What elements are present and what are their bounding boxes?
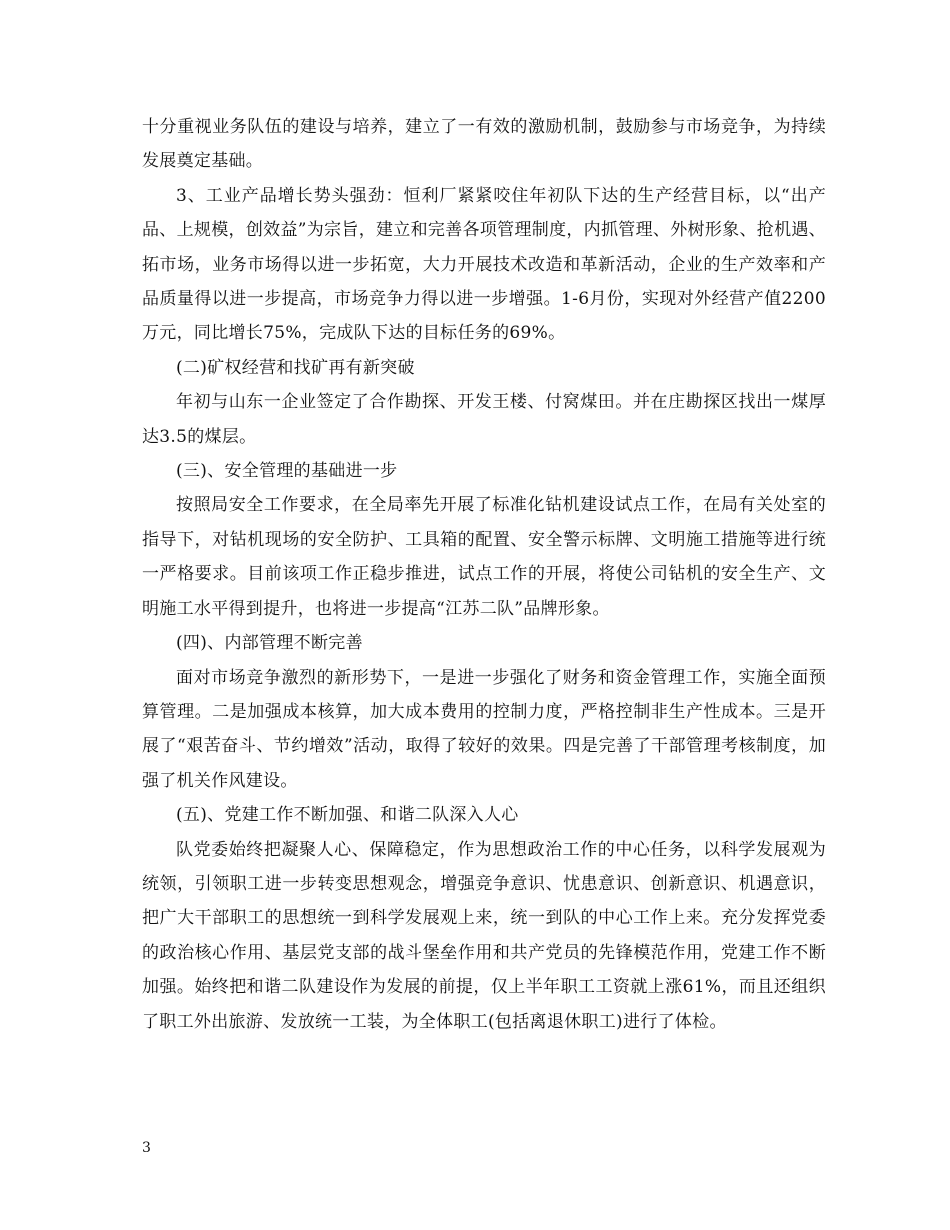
paragraph: 十分重视业务队伍的建设与培养，建立了一有效的激励机制，鼓励参与市场竞争，为持续发展奠定基础。 bbox=[142, 117, 826, 172]
section-heading: (四)、内部管理不断完善 bbox=[176, 633, 363, 654]
paragraph: 3、工业产品增长势头强劲：恒利厂紧紧咬住年初队下达的生产经营目标，以“出产品、上规模，创效益”为宗旨，建立和完善各项管理制度，内抓管理、外树形象、抢机遇、拓市场，业务市场得以进一步拓宽，大力开展技术改造和革新活动，企业的生产效率和产品质量得以进一步提高，市场竞争力得以进一步增强。1-6月份，实现对外经营产值2200万元，同比增长75%，完成队下达的目标任务的69%。 bbox=[142, 185, 826, 344]
page-number: 3 bbox=[142, 1140, 151, 1156]
paragraph: 队党委始终把凝聚人心、保障稳定，作为思想政治工作的中心任务，以科学发展观为统领，引领职工进一步转变思想观念，增强竞争意识、忧患意识、创新意识、机遇意识，把广大干部职工的思想统一到科学发展观上来，统一到队的中心工作上来。充分发挥党委的政治核心作用、基层党支部的战斗堡垒作用和共产党员的先锋模范作用，党建工作不断加强。始终把和谐二队建设作为发展的前提，仅上半年职工工资就上涨61%，而且还组织了职工外出旅游、发放统一工装，为全体职工(包括离退休职工)进行了体检。 bbox=[142, 839, 826, 1032]
paragraph: 面对市场竞争激烈的新形势下，一是进一步强化了财务和资金管理工作，实施全面预算管理。二是加强成本核算，加大成本费用的控制力度，严格控制非生产性成本。三是开展了“艰苦奋斗、节约增效”活动，取得了较好的效果。四是完善了干部管理考核制度，加强了机关作风建设。 bbox=[142, 667, 826, 791]
section-heading: (五)、党建工作不断加强、和谐二队深入人心 bbox=[176, 805, 519, 826]
paragraph: 按照局安全工作要求，在全局率先开展了标准化钻机建设试点工作，在局有关处室的指导下，对钻机现场的安全防护、工具箱的配置、安全警示标牌、文明施工措施等进行统一严格要求。目前该项工作正稳步推进，试点工作的开展，将使公司钻机的安全生产、文明施工水平得到提升，也将进一步提高“江苏二队”品牌形象。 bbox=[142, 495, 826, 619]
section-heading: (三)、安全管理的基础进一步 bbox=[176, 461, 398, 482]
document-body bbox=[142, 110, 826, 1039]
section-heading: (二)矿权经营和找矿再有新突破 bbox=[176, 357, 415, 378]
paragraph: 年初与山东一企业签定了合作勘探、开发王楼、付窝煤田。并在庄勘探区找出一煤厚达3.5的煤层。 bbox=[142, 392, 826, 447]
